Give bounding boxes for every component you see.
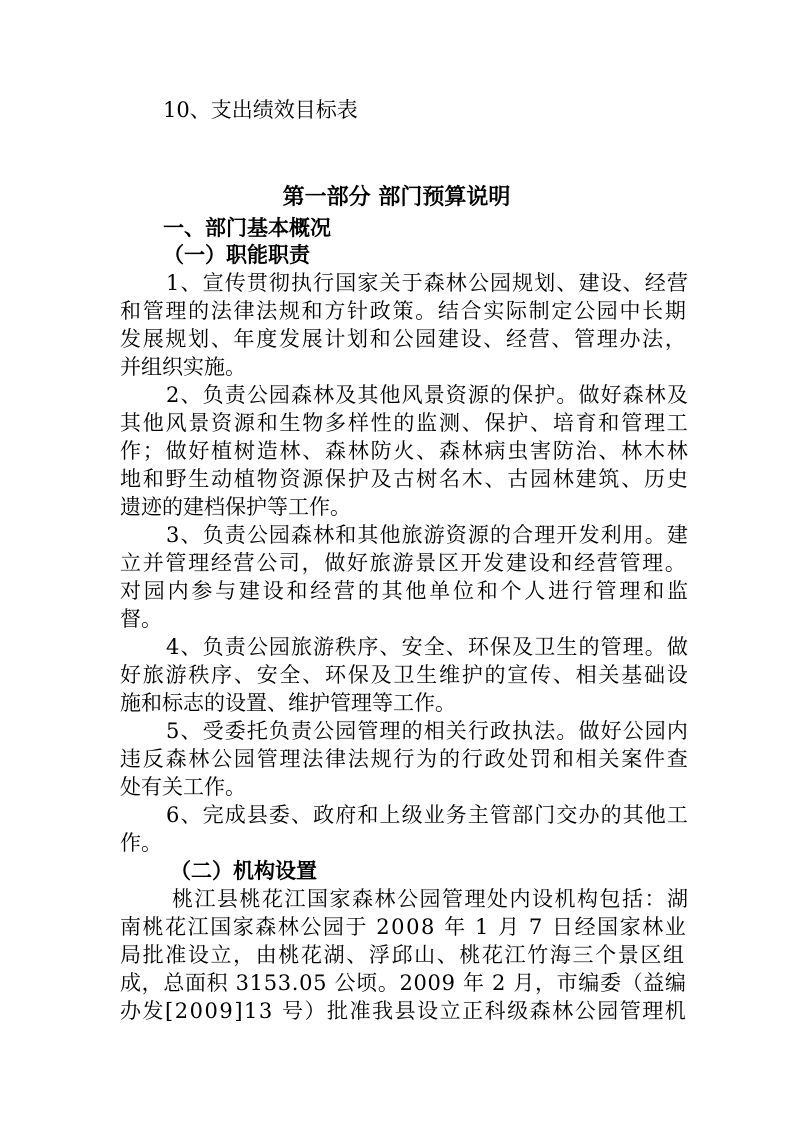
paragraph-line: 办 发 [ 2 0 0 9 ] 1 3 号 ） 批 准 我 县 设 立 正 科 级 森 林 公 园 管 理 机 — [120, 999, 686, 1023]
paragraph-line: 好 旅 游 秩 序 、 安 全 、 环 保 及 卫 生 维 护 的 宣 传 、 相 关 基 础 设 — [120, 663, 688, 687]
paragraph-line: 4 、 负 责 公 园 旅 游 秩 序 、 安 全 、 环 保 及 卫 生 的 管 理 。 做 — [166, 635, 688, 659]
paragraph-line: 发 展 规 划 、 年 度 发 展 计 划 和 公 园 建 设 、 经 营 、 管 理 办 法 ， — [120, 327, 686, 351]
paragraph-line: 督。 — [120, 607, 162, 631]
paragraph-line: 地 和 野 生 动 植 物 资 源 保 护 及 古 树 名 木 、 古 园 林 建 筑 、 历 史 — [120, 467, 688, 491]
paragraph-line: 遗迹的建档保护等工作。 — [120, 495, 351, 519]
paragraph-line: 施和标志的设置、维护管理等工作。 — [120, 691, 456, 715]
paragraph-line: 其 他 风 景 资 源 和 生 物 多 样 性 的 监 测 、 保 护 、 培 育 和 管 理 工 — [120, 411, 688, 435]
paragraph-line: 违 反 森 林 公 园 管 理 法 律 法 规 行 为 的 行 政 处 罚 和 相 关 案 件 查 — [120, 747, 688, 771]
paragraph-line: 立 并 管 理 经 营 公 司 ， 做 好 旅 游 景 区 开 发 建 设 和 经 营 管 理 。 — [120, 551, 686, 575]
paragraph-line: 作。 — [120, 831, 162, 855]
paragraph-line: 桃 江 县 桃 花 江 国 家 森 林 公 园 管 理 处 内 设 机 构 包 括 ： 湖 — [172, 887, 688, 911]
paragraph-line: 并组织实施。 — [120, 355, 246, 379]
subsection-title-duties: （一）职能职责 — [163, 243, 310, 267]
paragraph-line: 1 、 宣 传 贯 彻 执 行 国 家 关 于 森 林 公 园 规 划 、 建 设 、 经 营 — [166, 271, 688, 295]
paragraph-line: 和 管 理 的 法 律 法 规 和 方 针 政 策 。 结 合 实 际 制 定 公 园 中 长 期 — [120, 299, 686, 323]
paragraph-line: 5 、 受 委 托 负 责 公 园 管 理 的 相 关 行 政 执 法 。 做 好 公 园 内 — [166, 719, 688, 743]
paragraph-line: 南 桃 花 江 国 家 森 林 公 园 于 2 0 0 8 年 1 月 7 日 经 国 家 林 业 — [120, 915, 686, 939]
paragraph-line: 3 、 负 责 公 园 森 林 和 其 他 旅 游 资 源 的 合 理 开 发 利 用 。 建 — [166, 523, 688, 547]
paragraph-line: 成 ， 总 面 积 3 1 5 3 . 0 5 公 顷 。 2 0 0 9 年 2 月 ， 市 编 委 （ 益 编 — [120, 971, 686, 995]
subsection-title-organization: （二）机构设置 — [170, 859, 317, 883]
paragraph-line: 6 、 完 成 县 委 、 政 府 和 上 级 业 务 主 管 部 门 交 办 的 其 他 工 — [166, 803, 688, 827]
paragraph-line: 作 ； 做 好 植 树 造 林 、 森 林 防 火 、 森 林 病 虫 害 防 治 、 林 木 林 — [120, 439, 688, 463]
paragraph-line: 对 园 内 参 与 建 设 和 经 营 的 其 他 单 位 和 个 人 进 行 管 理 和 监 — [120, 579, 688, 603]
section-title: 一、部门基本概况 — [163, 216, 331, 240]
part-title: 第一部分 部门预算说明 — [282, 185, 511, 210]
toc-item: 10、支出绩效目标表 — [163, 98, 358, 122]
paragraph-line: 局 批 准 设 立 ， 由 桃 花 湖 、 浮 邱 山 、 桃 花 江 竹 海 三 个 景 区 组 — [120, 943, 684, 967]
paragraph-line: 处有关工作。 — [120, 775, 246, 799]
paragraph-line: 2 、 负 责 公 园 森 林 及 其 他 风 景 资 源 的 保 护 。 做 好 森 林 及 — [166, 383, 688, 407]
